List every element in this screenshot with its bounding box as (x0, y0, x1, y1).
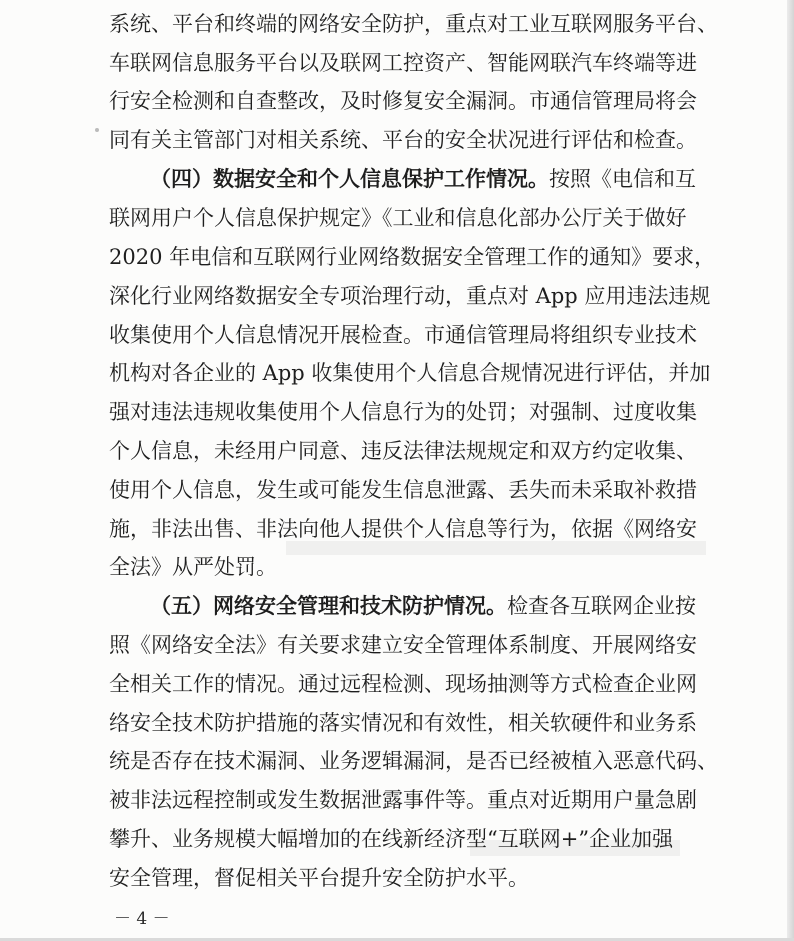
text-line: 强对违法违规收集使用个人信息行为的处罚；对强制、过度收集 (109, 400, 697, 424)
text-line: 使用个人信息，发生或可能发生信息泄露、丢失而未采取补救措 (109, 478, 697, 502)
text-line: 络安全技术防护措施的落实情况和有效性，相关软硬件和业务系 (109, 711, 697, 735)
text-line: 联网用户个人信息保护规定》《工业和信息化部办公厅关于做好 (109, 206, 687, 230)
section-5-heading: （五）网络安全管理和技术防护情况。 (150, 593, 507, 618)
page-number: － 4 － (114, 909, 170, 929)
text-line: 施，非法出售、非法向他人提供个人信息等行为，依据《网络安 (109, 517, 697, 541)
text-line: 车联网信息服务平台以及联网工控资产、智能网联汽车终端等进 (109, 51, 697, 75)
text-line: 全相关工作的情况。通过远程检测、现场抽测等方式检查企业网 (109, 672, 697, 696)
scan-speck (95, 128, 99, 132)
text-line: 统是否存在技术漏洞、业务逻辑漏洞，是否已经被植入恶意代码、 (109, 749, 718, 773)
section-4-first-line-text: 按照《电信和互 (549, 167, 696, 191)
text-line: 照《网络安全法》有关要求建立安全管理体系制度、开展网络安 (109, 633, 697, 657)
scan-edge-right (787, 0, 794, 941)
text-line: 被非法远程控制或发生数据泄露事件等。重点对近期用户量急剧 (109, 788, 697, 812)
text-line: 2020 年电信和互联网行业网络数据安全管理工作的通知》要求， (109, 245, 716, 269)
text-line: 安全管理，督促相关平台提升安全防护水平。 (109, 866, 529, 890)
text-line: 个人信息，未经用户同意、违反法律法规规定和双方约定收集、 (109, 439, 697, 463)
text-line: 系统、平台和终端的网络安全防护，重点对工业互联网服务平台、 (109, 12, 718, 36)
text-line: 全法》从严处罚。 (109, 555, 277, 579)
text-line: 收集使用个人信息情况开展检查。市通信管理局将组织专业技术 (109, 323, 697, 347)
text-line: 同有关主管部门对相关系统、平台的安全状况进行评估和检查。 (109, 128, 697, 152)
section-5-first-line-text: 检查各互联网企业按 (507, 594, 696, 618)
section-4-first-line (150, 164, 696, 194)
text-line: 攀升、业务规模大幅增加的在线新经济型“互联网+”企业加强 (109, 827, 674, 851)
section-5-first-line (150, 591, 696, 621)
text-line: 深化行业网络数据安全专项治理行动，重点对 App 应用违法违规 (109, 284, 711, 308)
section-4-heading: （四）数据安全和个人信息保护工作情况。 (150, 166, 549, 191)
text-line: 行安全检测和自查整改，及时修复安全漏洞。市通信管理局将会 (109, 89, 697, 113)
text-line: 机构对各企业的 App 收集使用个人信息合规情况进行评估，并加 (109, 361, 711, 385)
